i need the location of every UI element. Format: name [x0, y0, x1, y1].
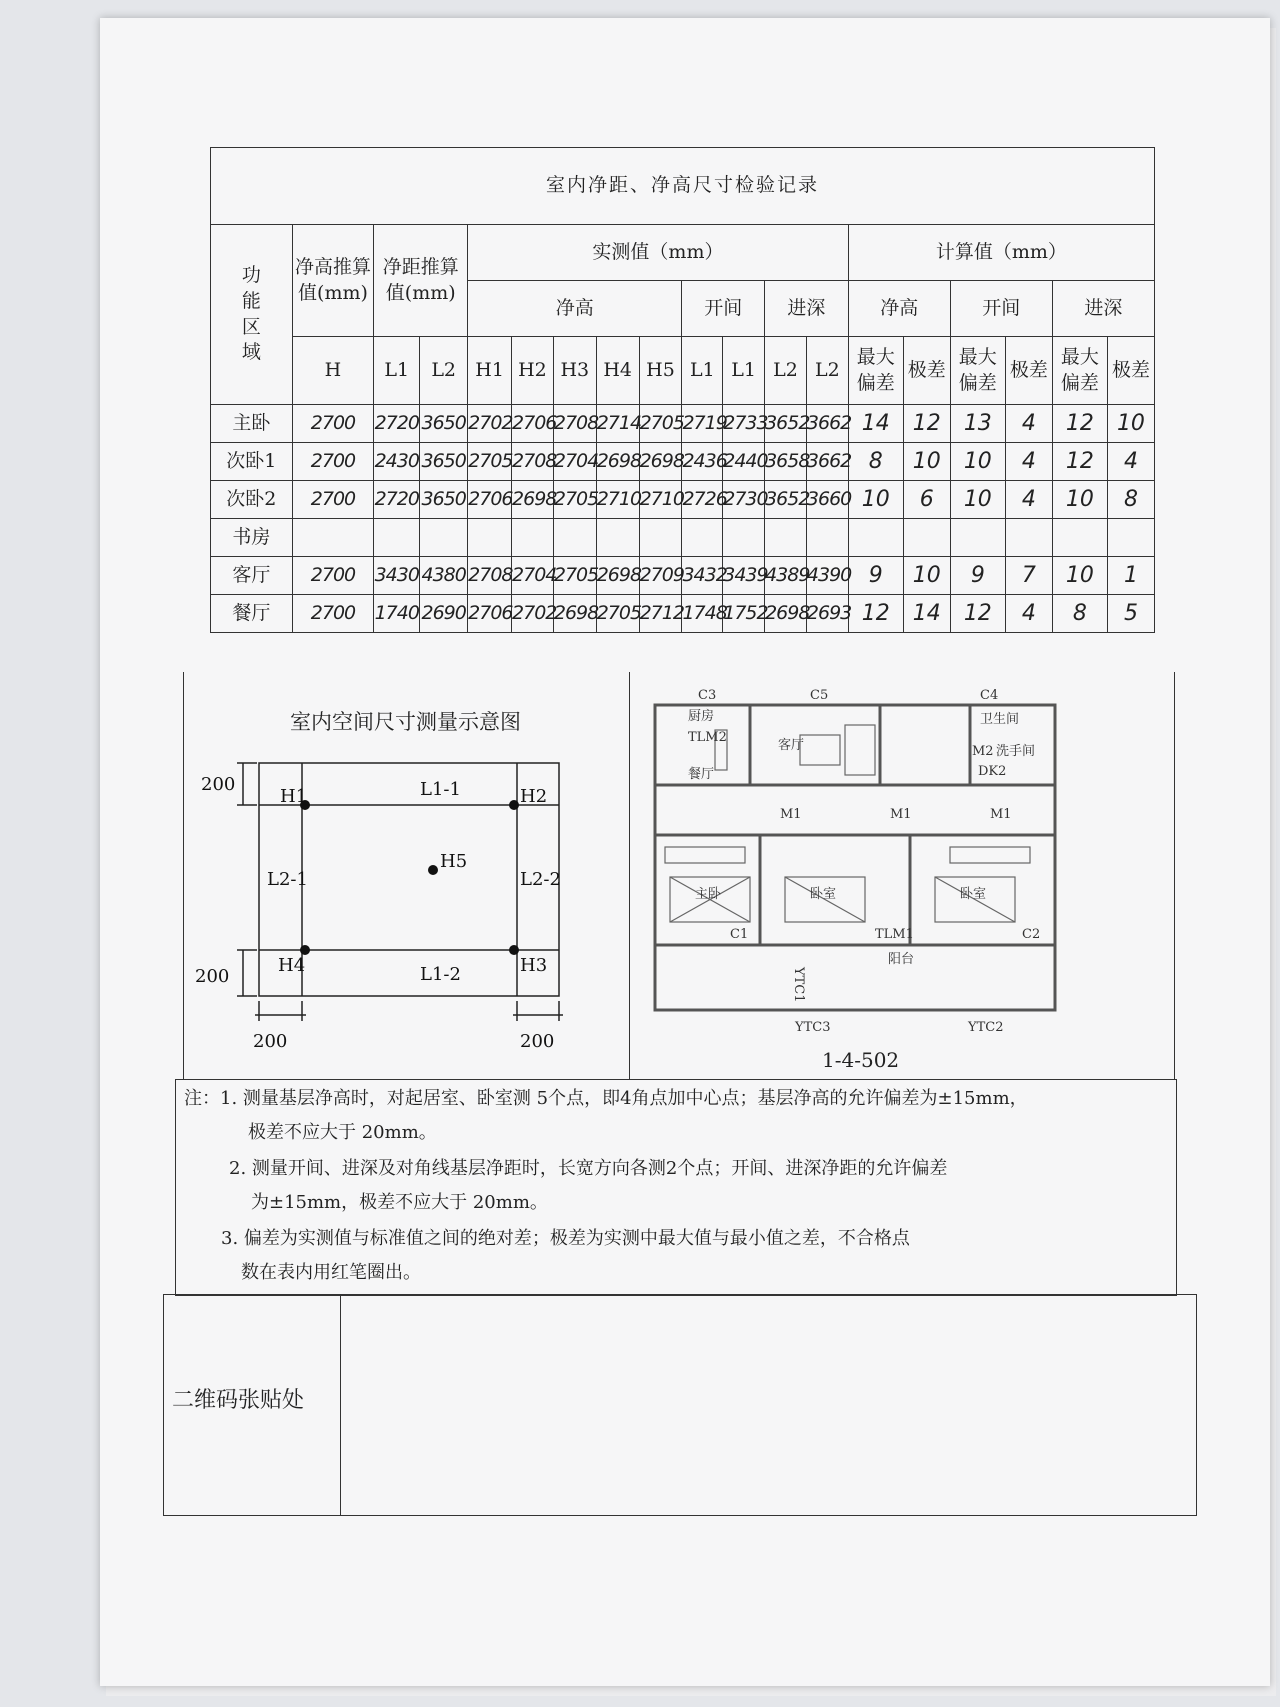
wash-label: 洗手间	[996, 744, 1036, 759]
row-l1-estimate: 3430	[374, 557, 420, 595]
h-estimate-header: 净高推算值(mm)	[292, 225, 374, 337]
sub-range-2: 极差	[1005, 337, 1052, 405]
qr-divider	[340, 1295, 341, 1515]
table-row	[211, 481, 1155, 519]
measurement-diagram	[195, 745, 615, 1065]
row-calculated-value: 4	[1005, 595, 1052, 633]
row-area: 餐厅	[211, 595, 293, 633]
label-l2-2: L2-2	[520, 869, 561, 890]
point-h3	[509, 945, 519, 955]
row-measured-value: 2710	[639, 481, 682, 519]
row-l1-estimate: 2720	[374, 405, 420, 443]
row-measured-value: 2712	[639, 595, 682, 633]
sub-h2: H2	[512, 337, 554, 405]
table-row	[211, 595, 1155, 633]
tag-m1-c: M1	[990, 807, 1012, 822]
sub-h3: H3	[553, 337, 596, 405]
row-measured-value: 2693	[806, 595, 848, 633]
tag-ytc2: YTC2	[968, 1020, 1004, 1035]
row-calculated-value: 10	[950, 481, 1005, 519]
floor-plan	[650, 685, 1070, 1035]
row-measured-value	[723, 519, 765, 557]
row-measured-value: 2730	[723, 481, 765, 519]
row-calculated-value: 8	[848, 443, 903, 481]
sub-h4: H4	[596, 337, 639, 405]
row-h-estimate: 2700	[292, 481, 374, 519]
row-measured-value: 2708	[512, 443, 554, 481]
row-measured-value: 2436	[682, 443, 723, 481]
row-measured-value: 2702	[512, 595, 554, 633]
row-measured-value: 2705	[468, 443, 512, 481]
row-calculated-value: 12	[848, 595, 903, 633]
label-l1-2: L1-2	[420, 964, 461, 985]
row-calculated-value: 14	[903, 595, 950, 633]
tag-c5: C5	[810, 688, 829, 703]
row-h-estimate	[292, 519, 374, 557]
row-measured-value	[682, 519, 723, 557]
plan-unit-label: 1-4-502	[822, 1048, 900, 1072]
row-measured-value: 3658	[765, 443, 807, 481]
sub-range-1: 极差	[903, 337, 950, 405]
row-h-estimate: 2700	[292, 443, 374, 481]
row-measured-value: 4389	[765, 557, 807, 595]
sub-h5: H5	[639, 337, 682, 405]
row-calculated-value: 12	[903, 405, 950, 443]
tag-m2: M2	[972, 744, 994, 759]
row-l2-estimate: 2690	[420, 595, 468, 633]
row-h-estimate: 2700	[292, 557, 374, 595]
row-measured-value: 2708	[468, 557, 512, 595]
sub-h: H	[292, 337, 374, 405]
room-bath: 卫生间	[980, 712, 1020, 727]
dim-bottom-h4: 200	[253, 1031, 288, 1052]
row-measured-value	[512, 519, 554, 557]
row-calculated-value	[1052, 519, 1107, 557]
row-area: 次卧1	[211, 443, 293, 481]
table-row	[211, 443, 1155, 481]
row-measured-value: 2698	[553, 595, 596, 633]
row-area: 书房	[211, 519, 293, 557]
measured-header: 实测值（mm）	[468, 225, 849, 281]
row-measured-value: 2705	[553, 557, 596, 595]
row-measured-value: 2705	[596, 595, 639, 633]
row-measured-value	[468, 519, 512, 557]
inspection-table	[210, 147, 1155, 633]
row-calculated-value: 9	[950, 557, 1005, 595]
note-2-line-2: 为±15mm，极差不应大于 20mm。	[251, 1192, 548, 1213]
calc-kaijian: 开间	[950, 281, 1052, 337]
measured-jinshen: 进深	[765, 281, 849, 337]
row-area: 客厅	[211, 557, 293, 595]
row-calculated-value: 10	[848, 481, 903, 519]
sub-m-l2b: L2	[806, 337, 848, 405]
row-measured-value: 2714	[596, 405, 639, 443]
room-kitchen: 厨房	[688, 709, 715, 724]
row-measured-value	[639, 519, 682, 557]
row-calculated-value: 10	[903, 557, 950, 595]
row-calculated-value: 12	[1052, 443, 1107, 481]
row-l1-estimate	[374, 519, 420, 557]
label-l2-1: L2-1	[267, 869, 308, 890]
calculated-header: 计算值（mm）	[848, 225, 1154, 281]
row-calculated-value: 4	[1107, 443, 1154, 481]
note-3-line-1: 3. 偏差为实测值与标准值之间的绝对差；极差为实测中最大值与最小值之差，不合格点	[221, 1228, 910, 1249]
row-calculated-value: 8	[1052, 595, 1107, 633]
measured-kaijian: 开间	[682, 281, 765, 337]
row-h-estimate: 2700	[292, 595, 374, 633]
row-calculated-value: 10	[903, 443, 950, 481]
label-h5: H5	[440, 851, 468, 872]
row-calculated-value: 4	[1005, 405, 1052, 443]
tag-c1: C1	[730, 927, 749, 942]
row-measured-value: 2702	[468, 405, 512, 443]
row-measured-value: 2708	[553, 405, 596, 443]
sub-l2: L2	[420, 337, 468, 405]
measured-jinggao: 净高	[468, 281, 682, 337]
tag-m1-b: M1	[890, 807, 912, 822]
row-l1-estimate: 2720	[374, 481, 420, 519]
row-measured-value: 2705	[553, 481, 596, 519]
row-calculated-value	[1005, 519, 1052, 557]
room-bed1: 卧室	[810, 887, 837, 902]
row-calculated-value: 13	[950, 405, 1005, 443]
row-measured-value: 3662	[806, 405, 848, 443]
row-measured-value: 2698	[512, 481, 554, 519]
row-measured-value: 1752	[723, 595, 765, 633]
table-row	[211, 405, 1155, 443]
room-master: 主卧	[695, 887, 722, 902]
calc-jinggao: 净高	[848, 281, 950, 337]
row-l2-estimate: 3650	[420, 481, 468, 519]
room-balcony: 阳台	[888, 952, 915, 967]
row-calculated-value	[1107, 519, 1154, 557]
row-h-estimate: 2700	[292, 405, 374, 443]
row-calculated-value: 6	[903, 481, 950, 519]
row-l2-estimate: 4380	[420, 557, 468, 595]
table-title: 室内净距、净高尺寸检验记录	[211, 148, 1155, 225]
point-h4	[300, 945, 310, 955]
row-l2-estimate	[420, 519, 468, 557]
sub-max-dev-2: 最大偏差	[950, 337, 1005, 405]
tag-dk2: DK2	[978, 764, 1007, 779]
row-calculated-value: 9	[848, 557, 903, 595]
row-calculated-value: 5	[1107, 595, 1154, 633]
row-l1-estimate: 1740	[374, 595, 420, 633]
record-table-wrapper	[210, 147, 1155, 633]
calc-jinshen: 进深	[1052, 281, 1154, 337]
row-measured-value: 4390	[806, 557, 848, 595]
row-measured-value: 2698	[639, 443, 682, 481]
row-calculated-value	[903, 519, 950, 557]
room-dining: 餐厅	[688, 767, 715, 782]
row-measured-value: 2709	[639, 557, 682, 595]
label-h4: H4	[278, 955, 306, 976]
row-area: 次卧2	[211, 481, 293, 519]
sub-max-dev-3: 最大偏差	[1052, 337, 1107, 405]
row-calculated-value: 14	[848, 405, 903, 443]
note-3-line-2: 数在表内用红笔圈出。	[241, 1262, 421, 1283]
row-measured-value	[806, 519, 848, 557]
section-divider	[629, 672, 630, 1079]
row-calculated-value: 10	[1107, 405, 1154, 443]
row-measured-value: 2698	[596, 557, 639, 595]
row-measured-value: 2698	[596, 443, 639, 481]
row-area: 主卧	[211, 405, 293, 443]
tag-c3: C3	[698, 688, 717, 703]
row-measured-value: 2704	[512, 557, 554, 595]
row-measured-value: 3439	[723, 557, 765, 595]
row-calculated-value: 12	[950, 595, 1005, 633]
diagram-title: 室内空间尺寸测量示意图	[290, 710, 521, 734]
row-measured-value: 1748	[682, 595, 723, 633]
row-measured-value	[765, 519, 807, 557]
note-2-line-1: 2. 测量开间、进深及对角线基层净距时，长宽方向各测2个点；开间、进深净距的允许偏差	[229, 1158, 948, 1179]
row-calculated-value: 10	[1052, 557, 1107, 595]
row-measured-value	[553, 519, 596, 557]
l-estimate-header: 净距推算值(mm)	[374, 225, 468, 337]
row-measured-value: 3652	[765, 405, 807, 443]
row-l2-estimate: 3650	[420, 405, 468, 443]
row-measured-value: 3432	[682, 557, 723, 595]
sub-l1: L1	[374, 337, 420, 405]
label-l1-1: L1-1	[420, 779, 461, 800]
tag-ytc3: YTC3	[795, 1020, 831, 1035]
sub-m-l1a: L1	[682, 337, 723, 405]
row-measured-value: 3662	[806, 443, 848, 481]
row-measured-value: 2706	[468, 595, 512, 633]
note-1-line-1: 注：1. 测量基层净高时，对起居室、卧室测 5个点，即4角点加中心点；基层净高的允许偏差为±15mm，	[184, 1088, 1028, 1109]
row-measured-value: 2705	[639, 405, 682, 443]
tag-c4: C4	[980, 688, 999, 703]
row-measured-value: 2710	[596, 481, 639, 519]
table-row	[211, 557, 1155, 595]
tag-tlm2: TLM2	[688, 730, 727, 745]
dim-bottom-h3: 200	[520, 1031, 555, 1052]
row-calculated-value: 1	[1107, 557, 1154, 595]
label-h3: H3	[520, 955, 548, 976]
room-bed2: 卧室	[960, 887, 987, 902]
row-measured-value: 3652	[765, 481, 807, 519]
sub-m-l1b: L1	[723, 337, 765, 405]
room-living: 客厅	[778, 738, 805, 753]
area-header: 功能区域	[211, 225, 293, 405]
point-h5	[428, 865, 438, 875]
row-calculated-value: 7	[1005, 557, 1052, 595]
row-measured-value: 3660	[806, 481, 848, 519]
row-measured-value: 2706	[468, 481, 512, 519]
row-measured-value: 2440	[723, 443, 765, 481]
row-calculated-value: 10	[1052, 481, 1107, 519]
sub-m-l2a: L2	[765, 337, 807, 405]
tag-c2: C2	[1022, 927, 1041, 942]
tag-m1-a: M1	[780, 807, 802, 822]
point-h2	[509, 800, 519, 810]
row-measured-value: 2726	[682, 481, 723, 519]
row-calculated-value: 4	[1005, 481, 1052, 519]
notes-box	[175, 1079, 1177, 1296]
sub-max-dev-1: 最大偏差	[848, 337, 903, 405]
label-h2: H2	[520, 786, 548, 807]
row-calculated-value	[950, 519, 1005, 557]
tag-tlm1: TLM1	[875, 927, 914, 942]
note-1-line-2: 极差不应大于 20mm。	[248, 1122, 437, 1143]
row-measured-value	[596, 519, 639, 557]
row-calculated-value: 8	[1107, 481, 1154, 519]
table-row	[211, 519, 1155, 557]
row-measured-value: 2706	[512, 405, 554, 443]
dim-bottom-left: 200	[195, 966, 230, 987]
row-measured-value: 2733	[723, 405, 765, 443]
row-calculated-value: 12	[1052, 405, 1107, 443]
tag-ytc1: YTC1	[791, 967, 806, 1003]
row-l2-estimate: 3650	[420, 443, 468, 481]
row-measured-value: 2719	[682, 405, 723, 443]
label-h1: H1	[280, 786, 308, 807]
dim-top-left: 200	[201, 774, 236, 795]
row-calculated-value: 10	[950, 443, 1005, 481]
row-measured-value: 2704	[553, 443, 596, 481]
row-measured-value: 2698	[765, 595, 807, 633]
row-calculated-value	[848, 519, 903, 557]
sub-range-3: 极差	[1107, 337, 1154, 405]
row-calculated-value: 4	[1005, 443, 1052, 481]
qr-box	[163, 1294, 1197, 1516]
qr-label: 二维码张贴处	[172, 1388, 305, 1413]
sub-h1: H1	[468, 337, 512, 405]
row-l1-estimate: 2430	[374, 443, 420, 481]
